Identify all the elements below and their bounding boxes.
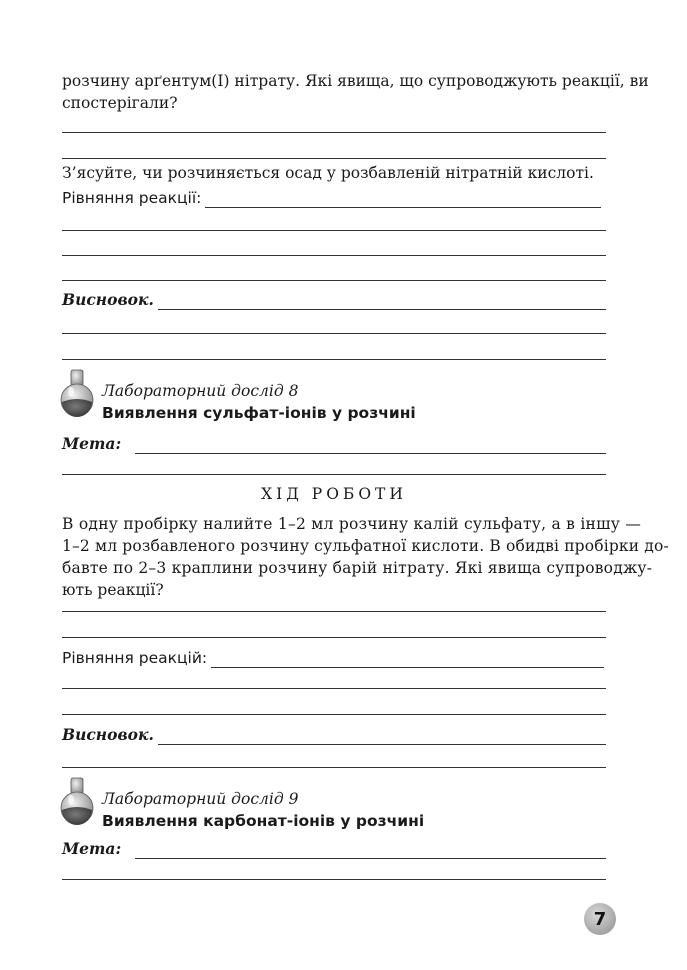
answer-line[interactable] <box>62 359 606 360</box>
lab-subtitle: Виявлення сульфат-іонів у розчині <box>102 404 416 422</box>
procedure-line: ють реакції? <box>62 581 164 599</box>
answer-line[interactable] <box>62 611 606 612</box>
conclusion-line[interactable] <box>158 730 606 745</box>
question-text: З’ясуйте, чи розчиняється осад у розбавленій нітратній кислоті. <box>62 164 594 182</box>
conclusion-field[interactable] <box>62 725 606 745</box>
procedure-line: 1–2 мл розбавленого розчину сульфатної кислоти. В обидві пробірки до- <box>62 537 669 555</box>
answer-line[interactable] <box>62 132 606 133</box>
equation-line[interactable] <box>211 653 604 668</box>
goal-field[interactable] <box>62 434 606 454</box>
equation-field[interactable] <box>62 648 604 668</box>
answer-line[interactable] <box>62 637 606 638</box>
answer-line[interactable] <box>62 879 606 880</box>
goal-label: Мета: <box>62 839 122 858</box>
goal-line[interactable] <box>135 439 606 454</box>
procedure-line: В одну пробірку налийте 1–2 мл розчину калій сульфату, а в іншу — <box>62 515 642 533</box>
page-number-badge <box>584 903 616 935</box>
equation-line[interactable] <box>205 193 601 208</box>
answer-line[interactable] <box>62 688 606 689</box>
conclusion-field[interactable] <box>62 290 606 310</box>
goal-line[interactable] <box>135 844 606 859</box>
conclusion-line[interactable] <box>158 295 606 310</box>
answer-line[interactable] <box>62 255 606 256</box>
goal-label: Мета: <box>62 434 122 453</box>
procedure-heading: ХІД РОБОТИ <box>261 485 407 503</box>
lab-subtitle: Виявлення карбонат-іонів у розчині <box>102 812 425 830</box>
page-number: 7 <box>593 908 607 930</box>
equation-field[interactable] <box>62 188 601 208</box>
procedure-line: бавте по 2–3 краплини розчину барій нітрату. Які явища супроводжу- <box>62 559 653 577</box>
goal-field[interactable] <box>62 839 606 859</box>
answer-line[interactable] <box>62 714 606 715</box>
lab-title: Лабораторний дослід 9 <box>102 790 299 808</box>
answer-line[interactable] <box>62 474 606 475</box>
flask-icon <box>56 368 98 418</box>
flask-icon <box>56 776 98 826</box>
equation-label: Рівняння реакції: <box>62 189 202 207</box>
paragraph-line: розчину арґентум(І) нітрату. Які явища, що супроводжують реакції, ви <box>62 72 649 90</box>
answer-line[interactable] <box>62 333 606 334</box>
conclusion-label: Висновок. <box>62 290 154 309</box>
equation-label: Рівняння реакцій: <box>62 649 208 667</box>
answer-line[interactable] <box>62 280 606 281</box>
answer-line[interactable] <box>62 767 606 768</box>
paragraph-line: спостерігали? <box>62 94 178 112</box>
lab-title: Лабораторний дослід 8 <box>102 382 299 400</box>
answer-line[interactable] <box>62 158 606 159</box>
conclusion-label: Висновок. <box>62 725 154 744</box>
answer-line[interactable] <box>62 230 606 231</box>
